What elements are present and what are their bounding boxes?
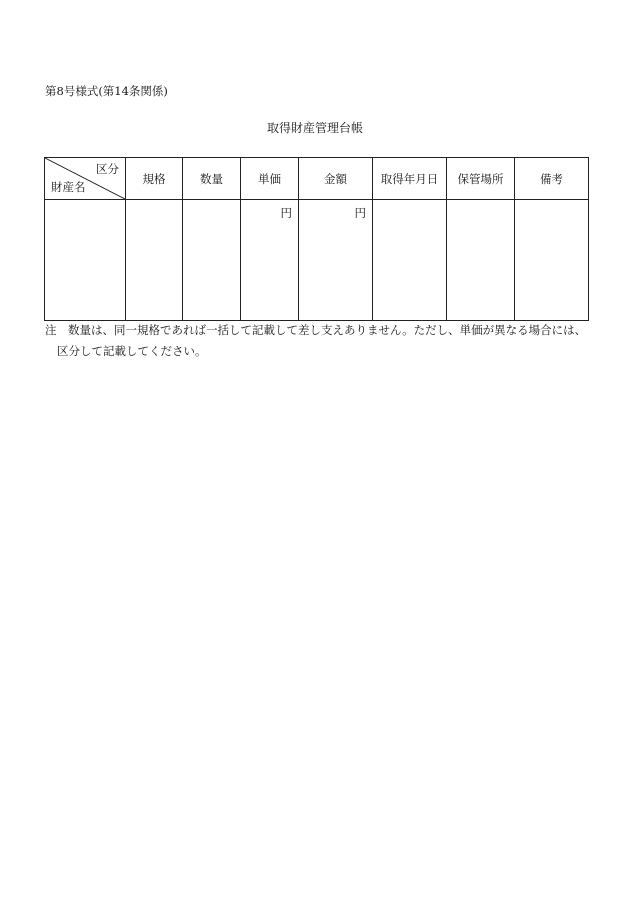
document-title: 取得財産管理台帳 <box>266 121 363 135</box>
unit-price-yen-label: 円 <box>280 206 292 220</box>
cell-property-name <box>45 200 126 321</box>
cell-storage-location <box>447 200 515 321</box>
amount-yen-label: 円 <box>354 206 366 220</box>
cell-remarks <box>515 200 589 321</box>
header-storage-location: 保管場所 <box>447 158 515 200</box>
cell-quantity <box>183 200 241 321</box>
header-remarks: 備考 <box>515 158 589 200</box>
property-ledger-table <box>44 157 589 321</box>
note-text-line-2: 区分して記載してください。 <box>57 344 207 358</box>
cell-acquisition-date <box>373 200 447 321</box>
cell-spec <box>126 200 183 321</box>
header-unit-price: 単価 <box>241 158 299 200</box>
header-acquisition-date: 取得年月日 <box>373 158 447 200</box>
header-spec: 規格 <box>126 158 183 200</box>
header-property-name: 財産名 <box>51 180 86 194</box>
cell-unit-price <box>241 200 299 321</box>
table-header-row <box>45 158 589 200</box>
form-number-label: 第8号様式(第14条関係) <box>45 84 168 98</box>
header-quantity: 数量 <box>183 158 241 200</box>
table-row <box>45 200 589 321</box>
note-marker: 注 <box>45 323 57 337</box>
header-category: 区分 <box>96 162 119 176</box>
header-corner-cell <box>45 158 126 200</box>
cell-amount <box>299 200 373 321</box>
note-text-line-1: 数量は、同一規格であれば一括して記載して差し支えありません。ただし、単価が異なる場合には、 <box>68 323 587 337</box>
header-amount: 金額 <box>299 158 373 200</box>
